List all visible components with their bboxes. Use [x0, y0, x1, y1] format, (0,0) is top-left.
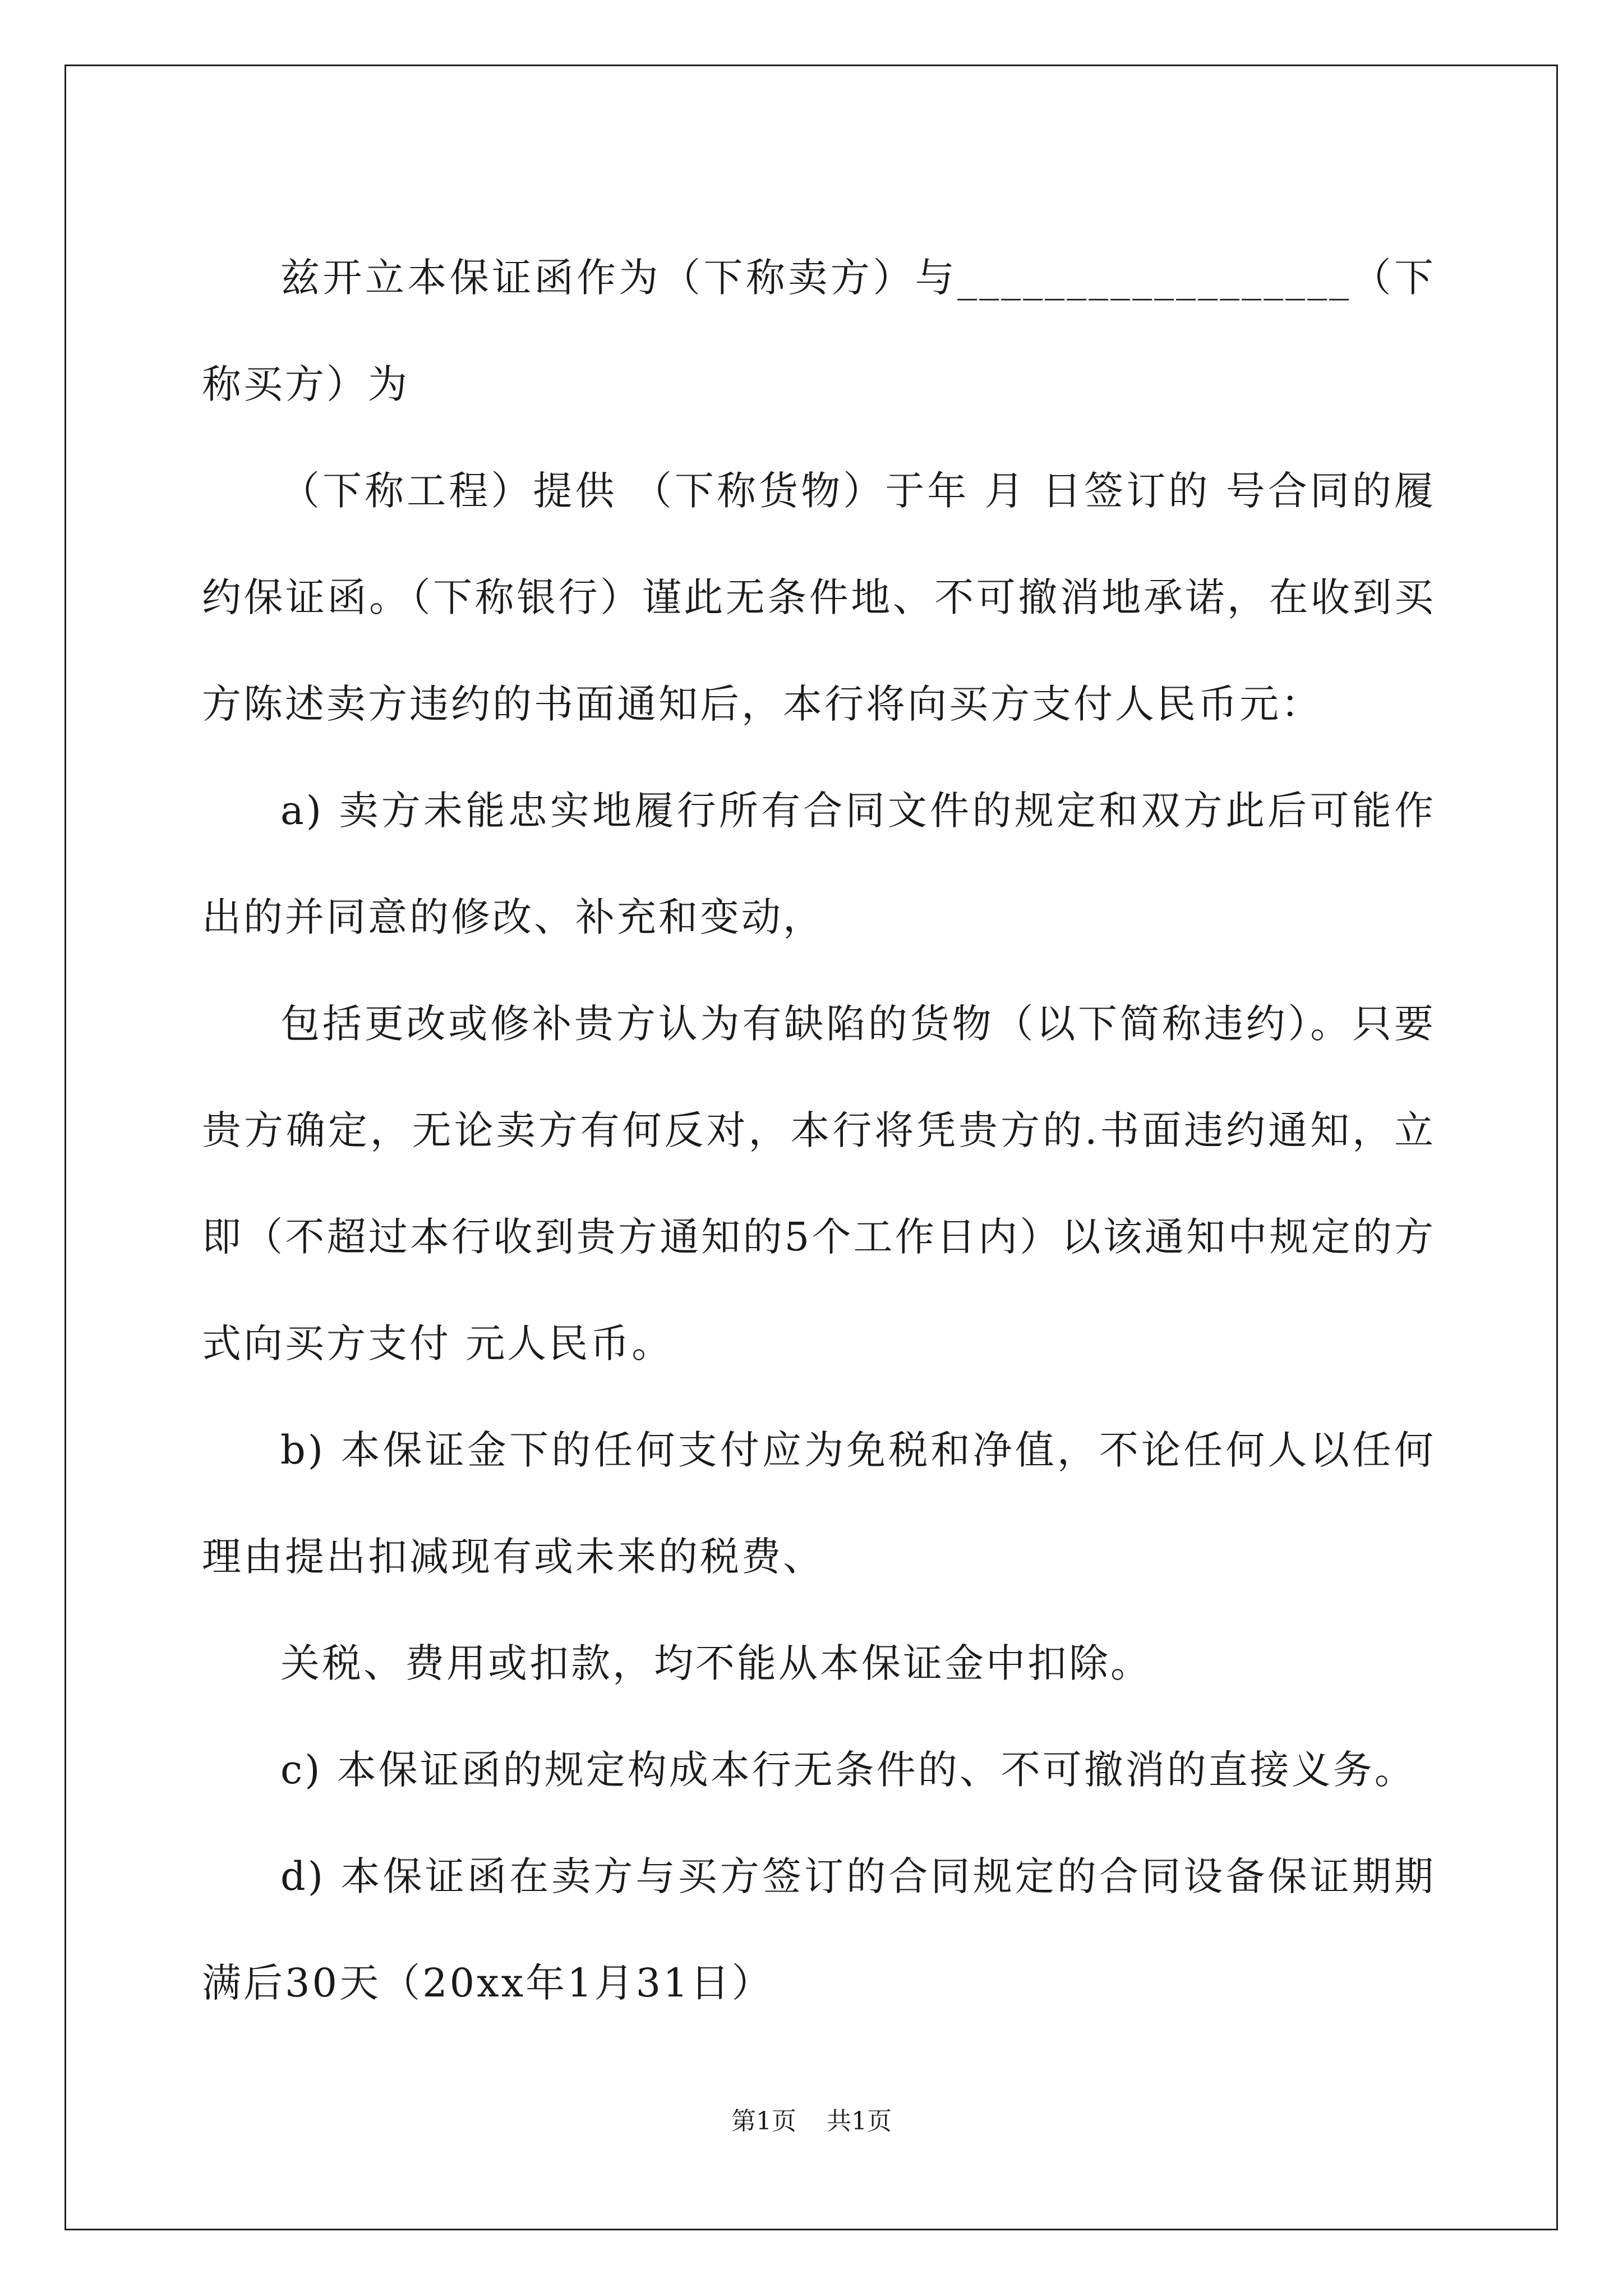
paragraph-c: c) 本保证函的规定构成本行无条件的、不可撤消的直接义务。	[280, 1747, 1416, 1793]
page-number: 第1页	[731, 2107, 796, 2136]
page-total: 共1页	[827, 2107, 892, 2136]
paragraph-b-cont: 关税、费用或扣款，均不能从本保证金中扣除。	[280, 1640, 1152, 1686]
page-footer	[0, 2101, 1623, 2137]
paragraph-a-cont: 包括更改或修补贵方认为有缺陷的货物（以下简称违约）。只要贵方确定，无论卖方有何反对，本行将凭贵方的.书面违约通知，立即（不超过本行收到贵方通知的5个工作日内）以该通知中规定的方式向买方支付 元人民币。	[202, 1001, 1436, 1366]
paragraph-1: 兹开立本保证函作为（下称卖方）与__________________（下称买方）为	[202, 255, 1436, 407]
paragraph-d: d) 本保证函在卖方与买方签订的合同规定的合同设备保证期期满后30天（20xx年1月31日）	[202, 1853, 1436, 2006]
paragraph-a: a) 卖方未能忠实地履行所有合同文件的规定和双方此后可能作出的并同意的修改、补充和变动，	[202, 788, 1436, 940]
paragraph-2: （下称工程）提供 （下称货物）于年 月 日签订的 号合同的履约保证函。（下称银行）谨此无条件地、不可撤消地承诺，在收到买方陈述卖方违约的书面通知后，本行将向买方支付人民币元：	[202, 468, 1436, 727]
document-body	[202, 224, 1436, 2036]
paragraph-b: b) 本保证金下的任何支付应为免税和净值，不论任何人以任何理由提出扣减现有或未来的税费、	[202, 1427, 1436, 1580]
